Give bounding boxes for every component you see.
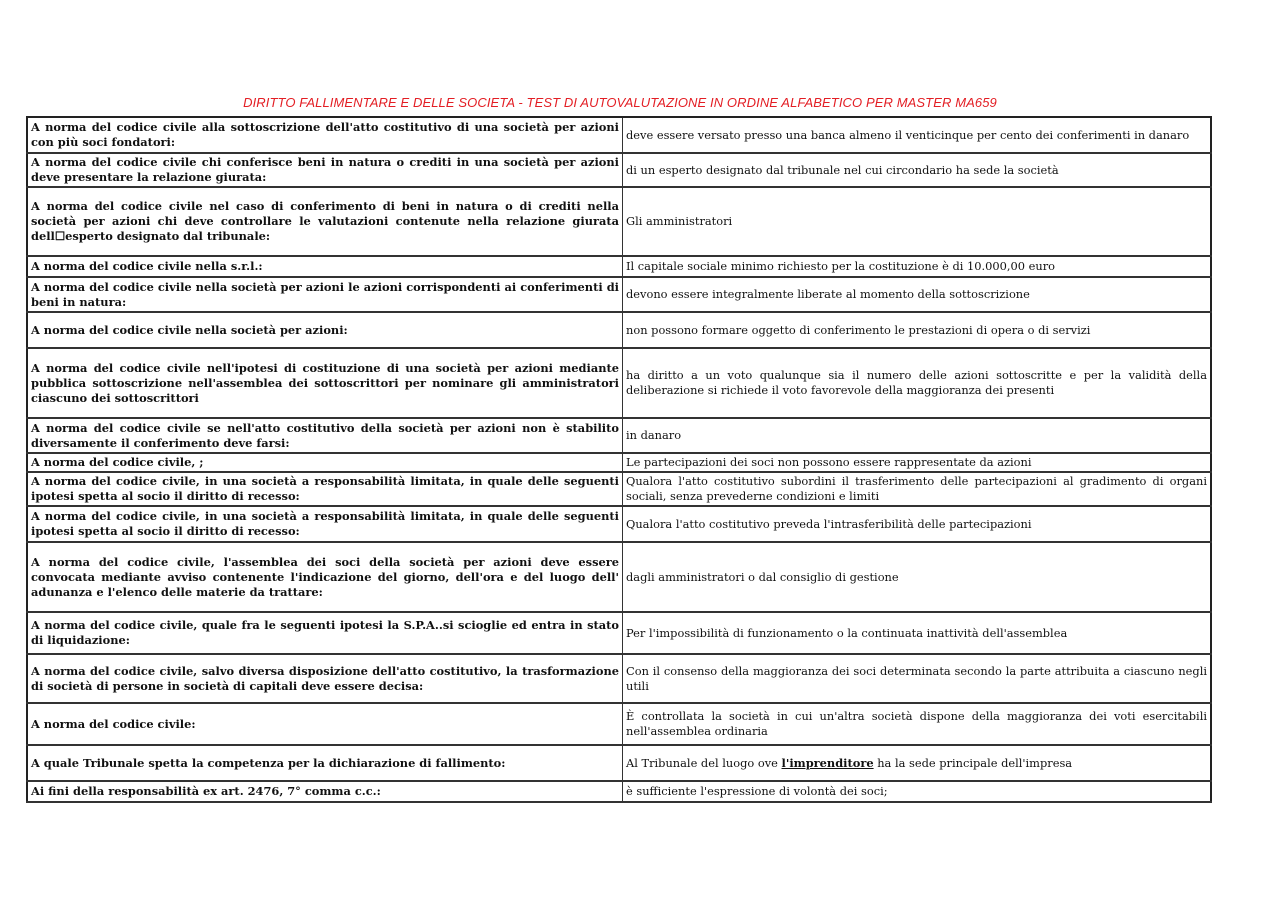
table-row <box>27 506 1211 542</box>
table-row <box>27 277 1211 312</box>
question-cell: A norma del codice civile chi conferisce beni in natura o crediti in una società per azioni deve presentare la relazione giurata: <box>27 153 623 187</box>
question-cell: A norma del codice civile, salvo diversa disposizione dell'atto costitutivo, la trasformazione di società di persone in società di capitali deve essere decisa: <box>27 654 623 703</box>
table-row <box>27 453 1211 472</box>
table-row <box>27 312 1211 348</box>
table-row <box>27 348 1211 418</box>
table-row <box>27 612 1211 654</box>
page-title: DIRITTO FALLIMENTARE E DELLE SOCIETA - TEST DI AUTOVALUTAZIONE IN ORDINE ALFABETICO PER MASTER MA659 <box>243 95 997 110</box>
answer-cell: Il capitale sociale minimo richiesto per la costituzione è di 10.000,00 euro <box>623 256 1212 277</box>
answer-cell <box>623 745 1212 781</box>
table-row <box>27 418 1211 453</box>
answer-cell: deve essere versato presso una banca almeno il venticinque per cento dei conferimenti in danaro <box>623 117 1212 153</box>
table-row <box>27 654 1211 703</box>
question-cell: A norma del codice civile, in una società a responsabilità limitata, in quale delle seguenti ipotesi spetta al socio il diritto di recesso: <box>27 506 623 542</box>
question-cell: A norma del codice civile nella società per azioni: <box>27 312 623 348</box>
question-cell: A norma del codice civile nella s.r.l.: <box>27 256 623 277</box>
table-row <box>27 256 1211 277</box>
answer-cell: in danaro <box>623 418 1212 453</box>
answer-cell: dagli amministratori o dal consiglio di gestione <box>623 542 1212 612</box>
question-cell: A norma del codice civile nell'ipotesi di costituzione di una società per azioni mediante pubblica sottoscrizione nell'assemblea dei sottoscrittori per nominare gli amministratori ciascuno dei sottoscrittori <box>27 348 623 418</box>
answer-cell: Gli amministratori <box>623 187 1212 256</box>
answer-cell: Le partecipazioni dei soci non possono essere rappresentate da azioni <box>623 453 1212 472</box>
table-row <box>27 117 1211 153</box>
answer-cell: di un esperto designato dal tribunale nel cui circondario ha sede la società <box>623 153 1212 187</box>
question-cell: A norma del codice civile, in una società a responsabilità limitata, in quale delle seguenti ipotesi spetta al socio il diritto di recesso: <box>27 472 623 506</box>
qa-table <box>26 116 1212 803</box>
answer-cell: Con il consenso della maggioranza dei soci determinata secondo la parte attribuita a ciascuno negli utili <box>623 654 1212 703</box>
question-cell: A norma del codice civile nel caso di conferimento di beni in natura o di crediti nella società per azioni chi deve controllare le valutazioni contenute nella relazione giurata dell☐esperto designato dal tribunale: <box>27 187 623 256</box>
answer-cell: Per l'impossibilità di funzionamento o la continuata inattività dell'assemblea <box>623 612 1212 654</box>
question-cell: A norma del codice civile alla sottoscrizione dell'atto costitutivo di una società per azioni con più soci fondatori: <box>27 117 623 153</box>
answer-text-post: ha la sede principale dell'impresa <box>873 755 1073 770</box>
question-cell: A norma del codice civile: <box>27 703 623 745</box>
answer-cell: ha diritto a un voto qualunque sia il numero delle azioni sottoscritte e per la validità della deliberazione si richiede il voto favorevole della maggioranza dei presenti <box>623 348 1212 418</box>
answer-cell: devono essere integralmente liberate al momento della sottoscrizione <box>623 277 1212 312</box>
answer-cell: È controllata la società in cui un'altra società dispone della maggioranza dei voti esercitabili nell'assemblea ordinaria <box>623 703 1212 745</box>
question-cell: A norma del codice civile, quale fra le seguenti ipotesi la S.P.A..si scioglie ed entra in stato di liquidazione: <box>27 612 623 654</box>
answer-text-emphasis: l'imprenditore <box>781 755 874 770</box>
table-row <box>27 153 1211 187</box>
answer-cell: Qualora l'atto costitutivo subordini il trasferimento delle partecipazioni al gradimento di organi sociali, senza prevederne condizioni e limiti <box>623 472 1212 506</box>
question-cell: A norma del codice civile, l'assemblea dei soci della società per azioni deve essere convocata mediante avviso contenente l'indicazione del giorno, dell'ora e del luogo dell' adunanza e l'elenco delle materie da trattare: <box>27 542 623 612</box>
answer-cell: Qualora l'atto costitutivo preveda l'intrasferibilità delle partecipazioni <box>623 506 1212 542</box>
table-row <box>27 781 1211 802</box>
question-cell: A quale Tribunale spetta la competenza per la dichiarazione di fallimento: <box>27 745 623 781</box>
question-cell: A norma del codice civile nella società per azioni le azioni corrispondenti ai conferimenti di beni in natura: <box>27 277 623 312</box>
answer-text-pre: Al Tribunale del luogo ove <box>626 755 782 770</box>
question-cell: A norma del codice civile se nell'atto costitutivo della società per azioni non è stabilito diversamente il conferimento deve farsi: <box>27 418 623 453</box>
table-row <box>27 745 1211 781</box>
answer-cell: è sufficiente l'espressione di volontà dei soci; <box>623 781 1212 802</box>
answer-cell: non possono formare oggetto di conferimento le prestazioni di opera o di servizi <box>623 312 1212 348</box>
question-cell: Ai fini della responsabilità ex art. 2476, 7° comma c.c.: <box>27 781 623 802</box>
table-row <box>27 472 1211 506</box>
table-row <box>27 542 1211 612</box>
question-cell: A norma del codice civile, ; <box>27 453 623 472</box>
table-row <box>27 703 1211 745</box>
table-row <box>27 187 1211 256</box>
